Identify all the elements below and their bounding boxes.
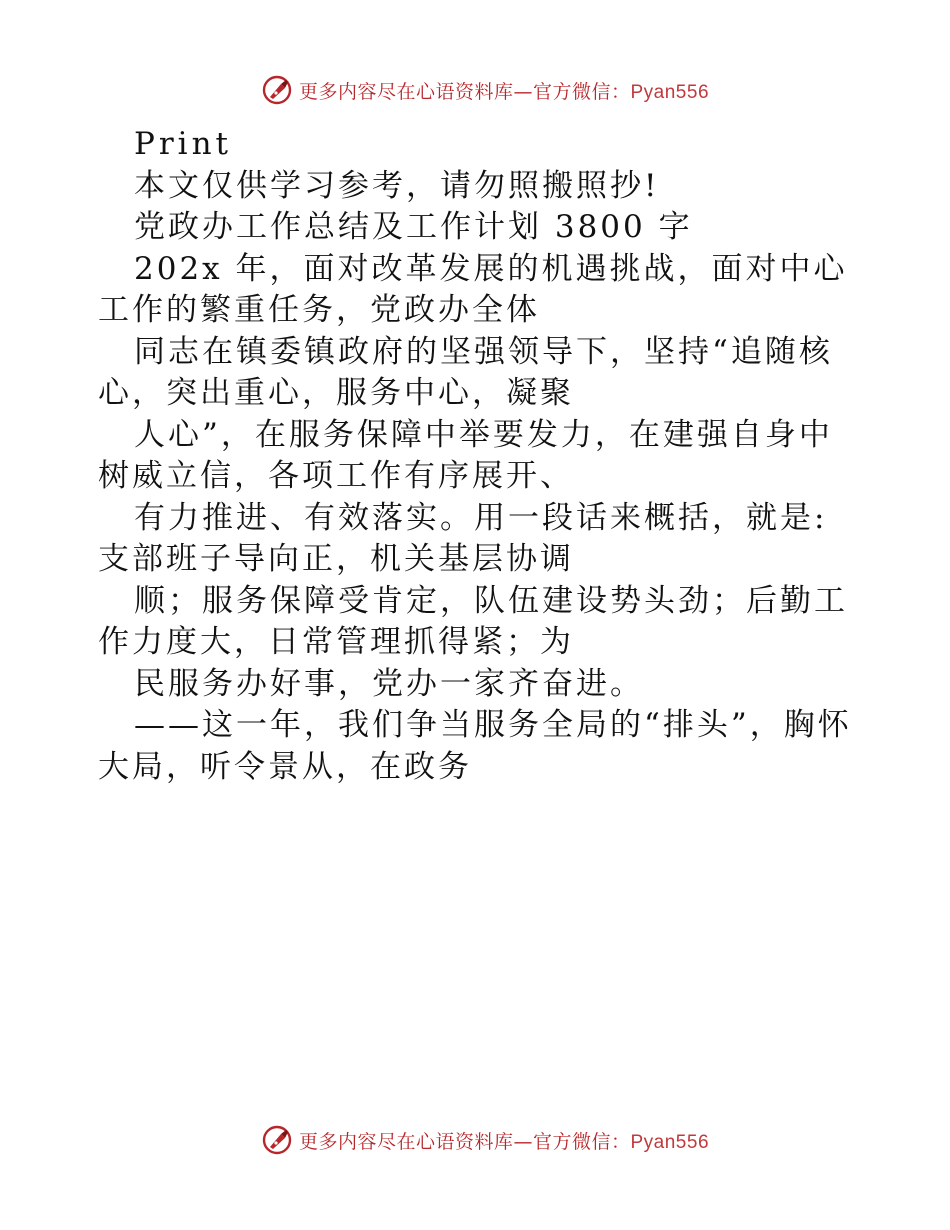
paragraph: 顺；服务保障受肯定，队伍建设势头劲；后勤工作力度大，日常管理抓得紧；为 (98, 582, 848, 660)
paragraph: 本文仅供学习参考，请勿照搬照抄! (134, 167, 660, 204)
paragraph: 202x 年，面对改革发展的机遇挑战，面对中心工作的繁重任务，党政办全体 (98, 250, 848, 328)
paragraph: ——这一年，我们争当服务全局的“排头”，胸怀大局，听令景从，在政务 (98, 707, 852, 785)
paragraph: 同志在镇委镇政府的坚强领导下，坚持“追随核心，突出重心，服务中心，凝聚 (98, 333, 833, 411)
header-banner (0, 70, 950, 110)
footer-banner-text: 更多内容尽在心语资料库—官方微信：Pyan556 (298, 1130, 710, 1153)
document-body (98, 124, 858, 788)
header-banner-inner (261, 74, 709, 106)
paragraph: 有力推进、有效落实。用一段话来概括，就是:支部班子导向正，机关基层协调 (98, 499, 828, 577)
wechat-handle: Pyan556 (630, 81, 710, 103)
paragraph: 民服务办好事，党办一家齐奋进。 (134, 665, 644, 702)
header-banner-text: 更多内容尽在心语资料库—官方微信：Pyan556 (298, 80, 710, 103)
paragraph: Print (134, 126, 233, 162)
paragraph: 人心”，在服务保障中举要发力，在建强自身中树威立信，各项工作有序展开、 (98, 416, 833, 494)
footer-banner (0, 1120, 950, 1160)
wechat-handle: Pyan556 (630, 1131, 710, 1153)
pen-nib-seal-icon (261, 74, 293, 106)
footer-banner-inner (261, 1124, 709, 1156)
pen-nib-seal-icon (261, 1124, 293, 1156)
document-title: 党政办工作总结及工作计划 3800 字 (134, 209, 693, 245)
